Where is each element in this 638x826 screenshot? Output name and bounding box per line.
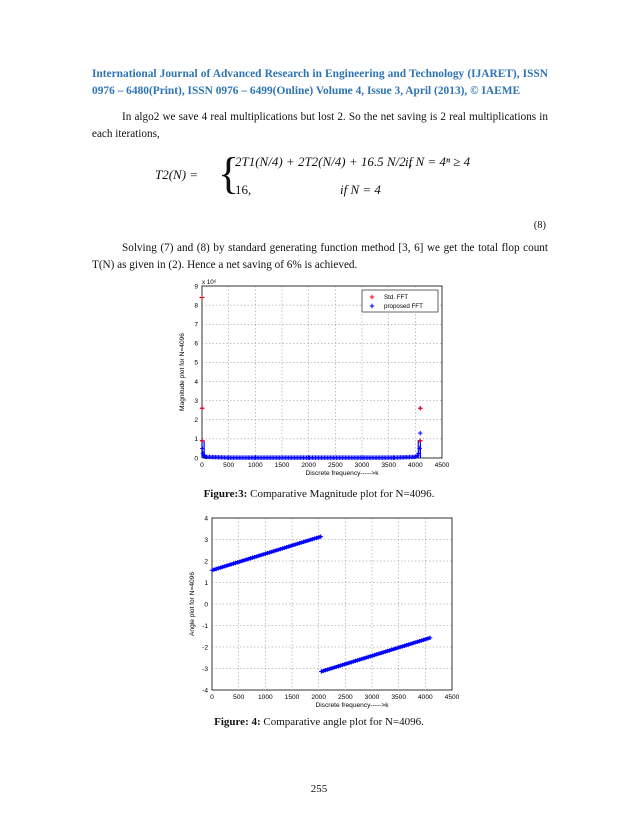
x-tick-label: 3500	[391, 694, 407, 701]
y-tick-label: 8	[194, 302, 198, 310]
y-tick-label: 0	[194, 455, 198, 463]
y-tick-label: 2	[204, 558, 208, 566]
y-axis-label: Angle plot for N=4096	[189, 572, 196, 636]
equation-case2: 16,	[235, 182, 252, 197]
x-tick-label: 3000	[354, 462, 370, 469]
paragraph-solving: Solving (7) and (8) by standard generating function method [3, 6] we get the total flop count T(N) as given in (2). Hence a net saving of 6% is achieved.	[92, 242, 548, 271]
legend-label-std: Std. FFT	[384, 294, 409, 301]
y-axis-label: Magnitude plot for N=4096	[179, 333, 186, 411]
x-axis-label: Discrete frequency----->k	[305, 470, 379, 477]
y-tick-label: 9	[194, 283, 198, 291]
figure3-caption-label: Figure:3:	[203, 488, 248, 500]
page-number: 255	[310, 783, 328, 795]
y-tick-label: -4	[202, 687, 208, 695]
x-tick-label: 1000	[247, 462, 263, 469]
x-axis-label: Discrete frequency----->k	[315, 702, 389, 709]
figure3-caption-text: Comparative Magnitude plot for N=4096.	[247, 488, 435, 500]
x-tick-label: 0	[200, 462, 204, 469]
y-tick-label: 7	[194, 321, 198, 329]
x-tick-label: 0	[210, 694, 214, 701]
x-tick-label: 1500	[284, 694, 300, 701]
y-tick-label: 6	[194, 340, 198, 348]
y-tick-label: 3	[194, 397, 198, 405]
x-tick-label: 4500	[434, 462, 450, 469]
x-tick-label: 2000	[301, 462, 317, 469]
figure4-caption	[0, 716, 638, 728]
equation-lhs: T2(N) =	[155, 167, 199, 182]
equation-brace: {	[218, 149, 240, 198]
y-exponent-label: x 10⁶	[202, 279, 217, 286]
figure4-caption-text: Comparative angle plot for N=4096.	[260, 716, 424, 728]
y-tick-label: -2	[202, 644, 208, 652]
figure4-caption-label: Figure: 4:	[214, 716, 261, 728]
y-tick-label: 5	[194, 359, 198, 367]
x-tick-label: 4500	[444, 694, 460, 701]
x-tick-label: 500	[223, 462, 235, 469]
equation-case1: 2T1(N/4) + 2T2(N/4) + 16.5 N/2 ,	[235, 154, 413, 169]
journal-header: International Journal of Advanced Research in Engineering and Technology (IJARET), ISSN 0976 – 6480(Print), ISSN 0976 – 6499(Online) Volume 4, Issue 3, April (2013), © IAEME	[92, 68, 548, 97]
x-tick-label: 3000	[364, 694, 380, 701]
legend-label-proposed: proposed FFT	[384, 303, 423, 310]
y-tick-label: -1	[202, 622, 208, 630]
y-tick-label: -3	[202, 665, 208, 673]
y-tick-label: 2	[194, 417, 198, 425]
x-tick-label: 1000	[257, 694, 273, 701]
x-tick-label: 2500	[337, 694, 353, 701]
y-tick-label: 1	[204, 579, 208, 587]
x-tick-label: 1500	[274, 462, 290, 469]
y-tick-label: 3	[204, 536, 208, 544]
y-tick-label: 1	[194, 436, 198, 444]
legend	[362, 290, 438, 312]
y-tick-label: 4	[204, 515, 208, 523]
x-tick-label: 4000	[407, 462, 423, 469]
equation-case1-condition: if N = 4ⁿ ≥ 4	[405, 154, 471, 169]
y-tick-label: 4	[194, 378, 198, 386]
equation-8	[155, 146, 495, 206]
x-tick-label: 3500	[381, 462, 397, 469]
magnitude-plot	[160, 276, 460, 480]
x-tick-label: 2000	[311, 694, 327, 701]
y-tick-label: 0	[204, 601, 208, 609]
figure3-caption	[0, 488, 638, 500]
x-tick-label: 500	[233, 694, 245, 701]
equation-case2-condition: if N = 4	[340, 182, 381, 197]
paragraph-algo2: In algo2 we save 4 real multiplications but lost 2. So the net saving is 2 real multiplications in each iterations,	[92, 111, 548, 140]
x-tick-label: 2500	[327, 462, 343, 469]
equation-number: (8)	[533, 220, 546, 231]
x-tick-label: 4000	[417, 694, 433, 701]
angle-plot	[178, 508, 468, 710]
